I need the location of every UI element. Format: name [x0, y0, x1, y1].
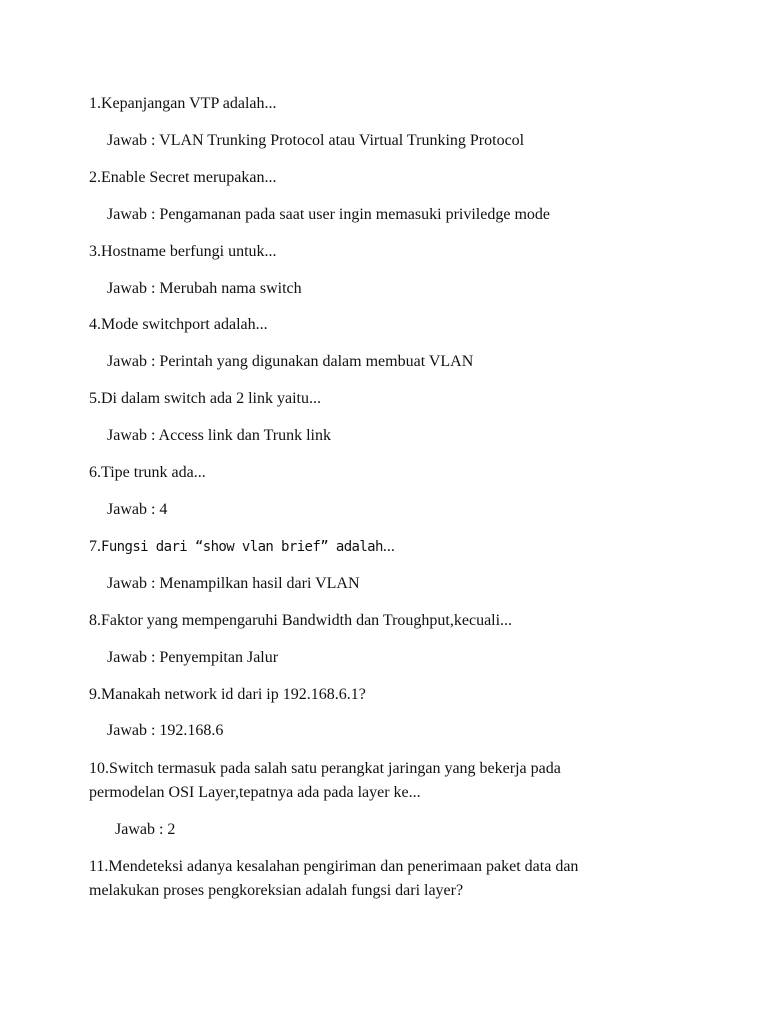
question-7-highlight: Fungsi dari “show vlan brief” adalah — [101, 539, 383, 555]
answer-2: Jawab : Pengamanan pada saat user ingin memasuki priviledge mode — [107, 206, 550, 223]
answer-5: Jawab : Access link dan Trunk link — [107, 427, 331, 444]
question-5: 5.Di dalam switch ada 2 link yaitu... — [89, 390, 321, 407]
question-2: 2.Enable Secret merupakan... — [89, 169, 277, 186]
question-3: 3.Hostname berfungi untuk... — [89, 243, 277, 260]
question-1: 1.Kepanjangan VTP adalah... — [89, 95, 277, 112]
question-8: 8.Faktor yang mempengaruhi Bandwidth dan Troughput,kecuali... — [89, 612, 513, 629]
answer-6: Jawab : 4 — [107, 501, 168, 518]
answer-10: Jawab : 2 — [115, 821, 176, 838]
answer-1: Jawab : VLAN Trunking Protocol atau Virtual Trunking Protocol — [107, 132, 525, 149]
answer-9: Jawab : 192.168.6 — [107, 722, 224, 739]
question-11-line-1: 11.Mendeteksi adanya kesalahan pengiriman dan penerimaan paket data dan — [89, 858, 579, 875]
answer-4: Jawab : Perintah yang digunakan dalam membuat VLAN — [107, 353, 474, 370]
question-4: 4.Mode switchport adalah... — [89, 316, 268, 333]
question-9: 9.Manakah network id dari ip 192.168.6.1? — [89, 686, 366, 703]
question-10-line-1: 10.Switch termasuk pada salah satu perangkat jaringan yang bekerja pada — [89, 760, 561, 777]
question-7-number: 7. — [89, 538, 101, 555]
answer-3: Jawab : Merubah nama switch — [107, 280, 302, 297]
question-7-suffix: ... — [382, 538, 395, 555]
question-6: 6.Tipe trunk ada... — [89, 464, 206, 481]
question-10-line-2: permodelan OSI Layer,tepatnya ada pada layer ke... — [89, 784, 421, 801]
answer-8: Jawab : Penyempitan Jalur — [107, 649, 279, 666]
answer-7: Jawab : Menampilkan hasil dari VLAN — [107, 575, 360, 592]
question-7 — [89, 535, 395, 559]
question-11-line-2: melakukan proses pengkoreksian adalah fungsi dari layer? — [89, 882, 464, 899]
